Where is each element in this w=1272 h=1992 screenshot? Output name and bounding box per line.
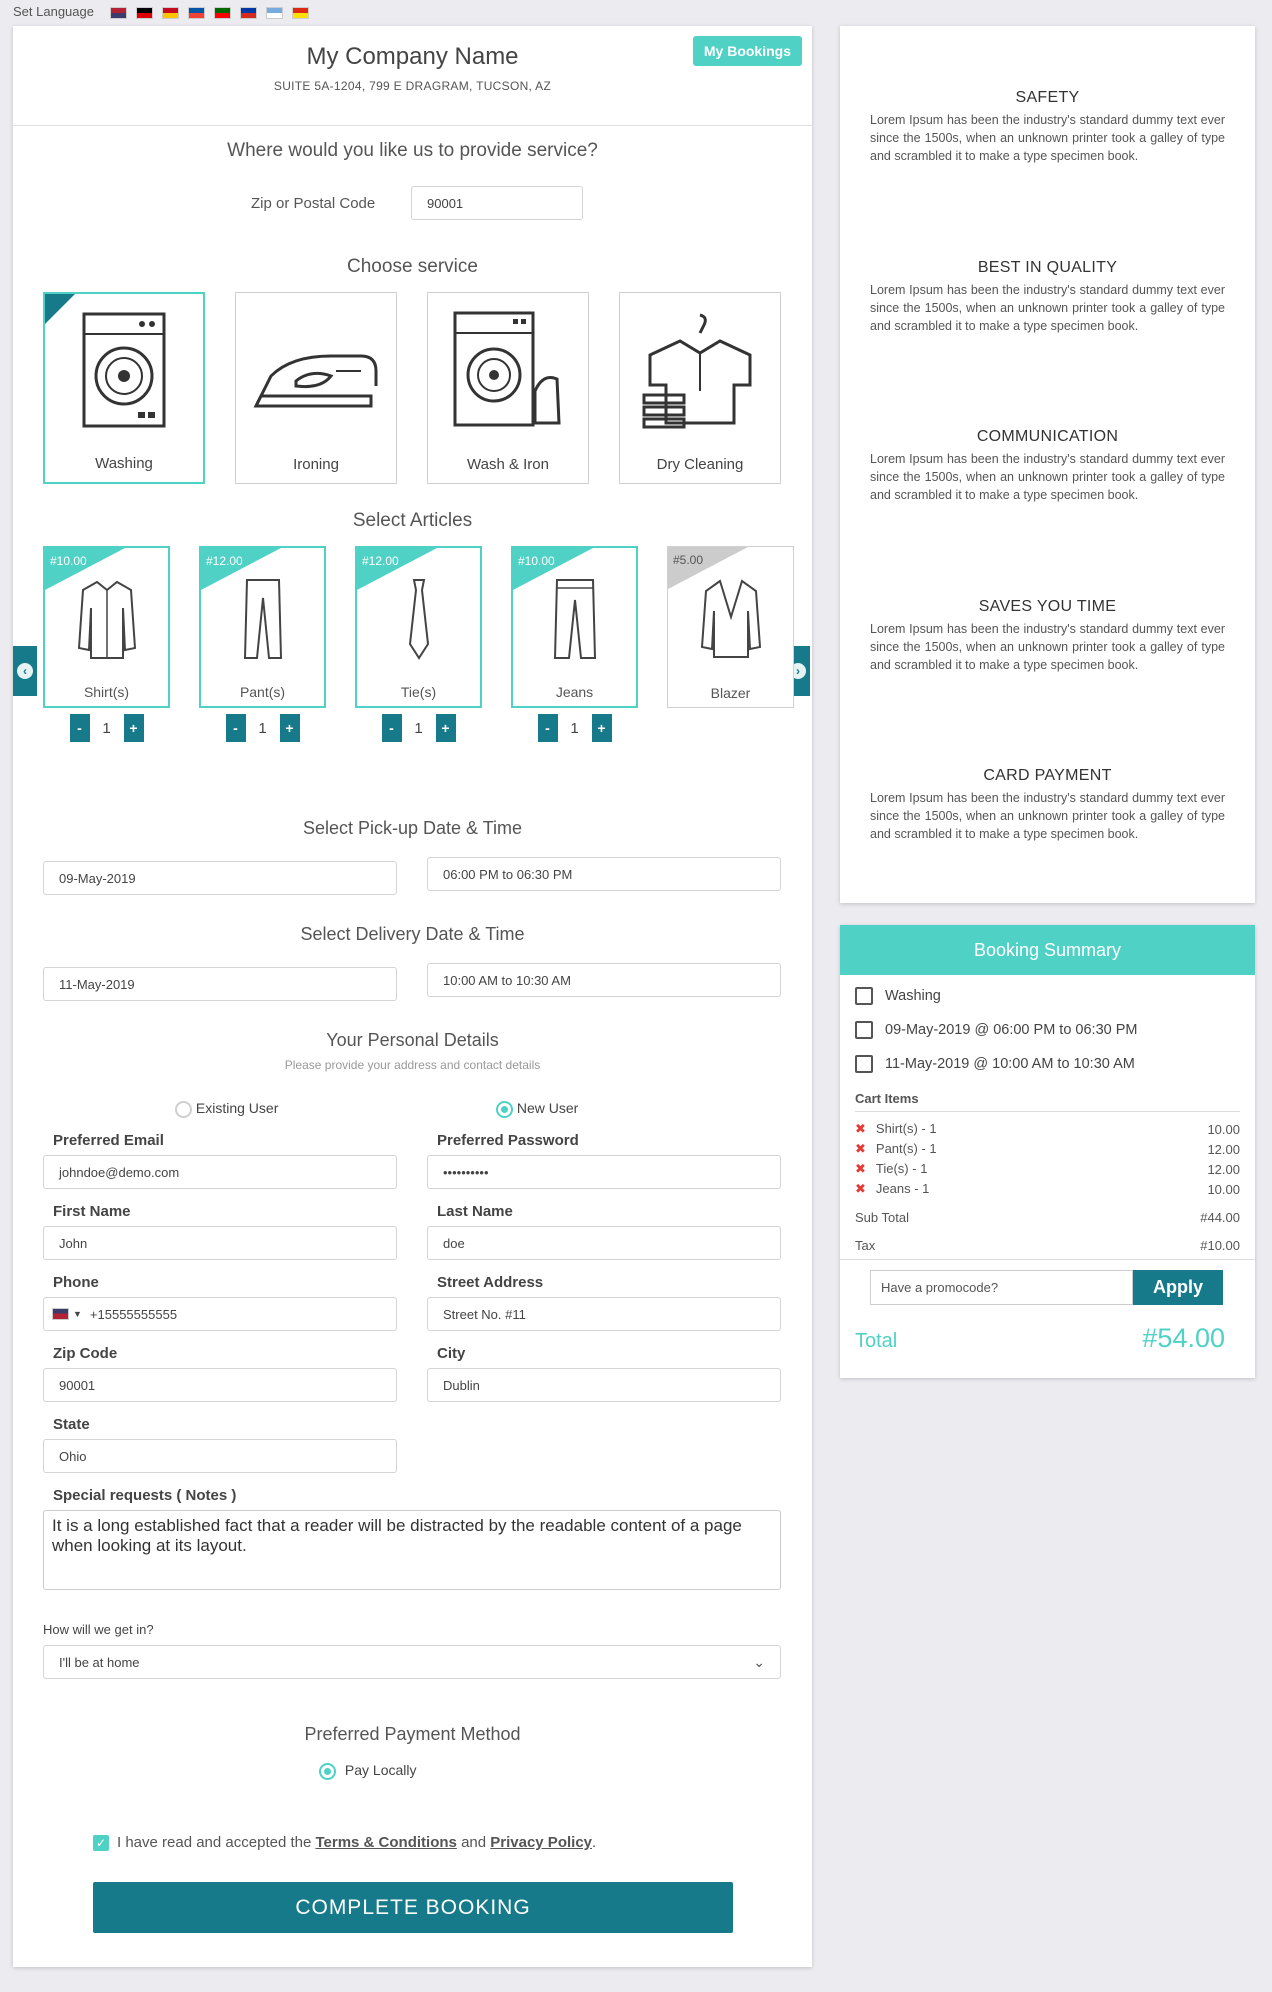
es-flag-icon[interactable] — [162, 7, 179, 19]
fr-flag-icon[interactable] — [188, 7, 205, 19]
promo-row — [870, 1270, 1223, 1305]
zip-code-label: Zip Code — [53, 1345, 118, 1362]
article-price: #12.00 — [362, 554, 399, 568]
get-in-select[interactable] — [43, 1645, 781, 1679]
feature-text: Lorem Ipsum has been the industry's standard dummy text ever since the 1500s, when an unknown printer took a galley of type and scrambled it to make a type specimen book. — [870, 283, 1225, 333]
email-label: Preferred Email — [53, 1132, 164, 1149]
cart-items-list — [855, 1119, 1240, 1199]
article-price: #12.00 — [206, 554, 243, 568]
summary-delivery: 11-May-2019 @ 10:00 AM to 10:30 AM — [885, 1056, 1135, 1072]
password-field[interactable]: •••••••••• — [427, 1155, 781, 1189]
state-label: State — [53, 1416, 90, 1433]
service-label: Washing — [95, 455, 153, 472]
cart-item — [855, 1179, 1240, 1199]
article-pant — [199, 546, 326, 742]
terms-checkbox[interactable]: ✓ — [93, 1835, 109, 1851]
article-jeans — [511, 546, 638, 742]
article-card[interactable] — [355, 546, 482, 708]
service-list — [43, 292, 781, 484]
state-field[interactable]: Ohio — [43, 1439, 397, 1473]
get-in-label: How will we get in? — [43, 1622, 154, 1637]
feature-communication — [870, 428, 1225, 504]
article-price: #10.00 — [518, 554, 555, 568]
increase-button[interactable]: + — [592, 714, 612, 742]
article-name: Shirt(s) — [83, 684, 130, 700]
decrease-button[interactable]: - — [538, 714, 558, 742]
cart-item-price: 12.00 — [1207, 1141, 1240, 1157]
article-card[interactable] — [199, 546, 326, 708]
iron-icon — [251, 311, 381, 421]
shirt-on-hanger-icon — [642, 311, 758, 431]
set-language-label: Set Language — [13, 4, 94, 19]
ru-flag-icon[interactable] — [240, 7, 257, 19]
location-title: Where would you like us to provide service? — [227, 140, 598, 161]
selected-corner-marker — [45, 294, 75, 324]
pickup-title: Select Pick-up Date & Time — [302, 818, 523, 838]
subtotal-row — [855, 1207, 1240, 1227]
pickup-date-input[interactable]: 09-May-2019 — [43, 861, 397, 895]
quantity-value[interactable]: 1 — [570, 719, 579, 737]
pickup-truck-icon — [855, 1055, 873, 1073]
article-price: #5.00 — [673, 553, 704, 567]
tax-label: Tax — [855, 1237, 876, 1253]
pants-icon — [243, 578, 283, 660]
cn-flag-icon[interactable] — [292, 7, 309, 19]
article-card[interactable] — [43, 546, 170, 708]
feature-title: SAFETY — [1015, 89, 1080, 106]
new-user-radio[interactable] — [496, 1100, 578, 1118]
subtotal-label: Sub Total — [855, 1209, 909, 1225]
tie-icon — [404, 578, 434, 660]
quantity-value[interactable]: 1 — [414, 719, 423, 737]
tax-row — [855, 1235, 1240, 1255]
cart-item-name: Pant(s) - 1 — [875, 1141, 937, 1156]
decrease-button[interactable]: - — [226, 714, 246, 742]
article-name: Tie(s) — [400, 684, 437, 700]
radio-circle-selected — [496, 1101, 513, 1118]
washing-machine-icon — [82, 312, 166, 428]
phone-label: Phone — [53, 1274, 99, 1291]
article-name: Pant(s) — [239, 684, 286, 700]
cart-item-price: 12.00 — [1207, 1161, 1240, 1177]
total-value: #54.00 — [1142, 1323, 1225, 1353]
summary-service: Washing — [885, 988, 941, 1004]
quantity-value[interactable]: 1 — [258, 719, 267, 737]
cart-item-price: 10.00 — [1207, 1121, 1240, 1137]
notes-label: Special requests ( Notes ) — [53, 1487, 237, 1504]
chevron-left-icon: ‹ — [17, 663, 33, 679]
article-card[interactable] — [667, 546, 794, 708]
feature-quality — [870, 259, 1225, 335]
zip-label: Zip or Postal Code — [251, 195, 376, 212]
decrease-button[interactable]: - — [70, 714, 90, 742]
quantity-stepper — [43, 714, 170, 742]
articles-prev-button[interactable] — [13, 646, 37, 696]
phone-field[interactable] — [43, 1297, 397, 1331]
remove-icon[interactable]: ✖ — [855, 1121, 866, 1136]
payment-title: Preferred Payment Method — [304, 1724, 521, 1744]
article-name: Blazer — [710, 685, 751, 701]
terms-text: I have read and accepted the — [117, 1834, 312, 1851]
booking-form-card — [13, 26, 812, 1967]
service-label: Dry Cleaning — [656, 456, 744, 473]
cart-item-name: Jeans - 1 — [875, 1181, 930, 1196]
apply-button[interactable]: Apply — [1133, 1270, 1223, 1305]
subtotal-value: #44.00 — [1200, 1209, 1240, 1225]
choose-service-title: Choose service — [347, 256, 478, 277]
last-name-label: Last Name — [437, 1203, 513, 1220]
summary-pickup: 09-May-2019 @ 06:00 PM to 06:30 PM — [885, 1022, 1138, 1038]
delivery-time-select[interactable]: 10:00 AM to 10:30 AM — [427, 963, 781, 997]
total-label: Total — [855, 1330, 898, 1352]
washing-machine-icon — [855, 987, 873, 1005]
zip-code-field[interactable]: 90001 — [43, 1368, 397, 1402]
pay-locally-radio[interactable] — [319, 1762, 416, 1780]
chevron-down-icon: ⌄ — [753, 1653, 765, 1670]
service-label: Wash & Iron — [467, 456, 549, 473]
service-label: Ironing — [293, 456, 339, 473]
shirt-icon — [77, 578, 137, 660]
jeans-icon — [553, 578, 597, 660]
article-list — [43, 546, 799, 742]
summary-pickup-row — [855, 1021, 1138, 1039]
feature-text: Lorem Ipsum has been the industry's standard dummy text ever since the 1500s, when an unknown printer took a galley of type and scrambled it to make a type specimen book. — [870, 113, 1225, 163]
flag-list — [110, 7, 309, 19]
cart-item — [855, 1159, 1240, 1179]
existing-user-radio[interactable] — [175, 1100, 278, 1118]
city-field[interactable]: Dublin — [427, 1368, 781, 1402]
article-card[interactable] — [511, 546, 638, 708]
cart-item-name: Shirt(s) - 1 — [875, 1121, 937, 1136]
privacy-link[interactable]: Privacy Policy — [490, 1834, 592, 1851]
feature-card-payment — [870, 767, 1225, 843]
service-wash-iron[interactable] — [427, 292, 589, 484]
us-flag-icon[interactable] — [110, 7, 127, 19]
ar-flag-icon[interactable] — [266, 7, 283, 19]
delivery-date-input[interactable]: 11-May-2019 — [43, 967, 397, 1001]
increase-button[interactable]: + — [280, 714, 300, 742]
existing-user-label: Existing User — [195, 1100, 279, 1116]
us-flag-icon[interactable] — [52, 1308, 69, 1320]
quantity-stepper — [355, 714, 482, 742]
radio-circle-selected — [319, 1763, 336, 1780]
remove-icon[interactable]: ✖ — [855, 1161, 866, 1176]
personal-details-subtitle: Please provide your address and contact details — [284, 1058, 541, 1072]
washer-and-iron-icon — [453, 311, 563, 427]
email-field[interactable]: johndoe@demo.com — [43, 1155, 397, 1189]
company-address: SUITE 5A-1204, 799 E DRAGRAM, TUCSON, AZ — [273, 79, 552, 93]
terms-row — [93, 1834, 596, 1851]
password-label: Preferred Password — [437, 1132, 579, 1149]
pay-locally-label: Pay Locally — [344, 1762, 417, 1778]
booking-summary-card — [840, 925, 1255, 1378]
personal-details-title: Your Personal Details — [326, 1030, 499, 1050]
tax-value: #10.00 — [1200, 1237, 1240, 1253]
summary-service-row — [855, 987, 941, 1005]
de-flag-icon[interactable] — [136, 7, 153, 19]
street-field[interactable]: Street No. #11 — [427, 1297, 781, 1331]
remove-icon[interactable]: ✖ — [855, 1141, 866, 1156]
service-ironing[interactable] — [235, 292, 397, 484]
feature-title: BEST IN QUALITY — [977, 259, 1118, 276]
feature-title: CARD PAYMENT — [983, 767, 1112, 784]
last-name-field[interactable]: doe — [427, 1226, 781, 1260]
summary-delivery-row — [855, 1055, 1135, 1073]
street-label: Street Address — [437, 1274, 544, 1291]
feature-text: Lorem Ipsum has been the industry's standard dummy text ever since the 1500s, when an unknown printer took a galley of type and scrambled it to make a type specimen book. — [870, 791, 1225, 841]
article-blazer — [667, 546, 794, 742]
features-card — [840, 26, 1255, 903]
remove-icon[interactable]: ✖ — [855, 1181, 866, 1196]
decrease-button[interactable]: - — [382, 714, 402, 742]
cart-item-price: 10.00 — [1207, 1181, 1240, 1197]
cart-items-title: Cart Items — [855, 1091, 919, 1106]
first-name-label: First Name — [53, 1203, 131, 1220]
quantity-value[interactable]: 1 — [102, 719, 111, 737]
first-name-field[interactable]: John — [43, 1226, 397, 1260]
pickup-time-select[interactable]: 06:00 PM to 06:30 PM — [427, 857, 781, 891]
cart-item — [855, 1119, 1240, 1139]
terms-period: . — [592, 1834, 597, 1851]
feature-text: Lorem Ipsum has been the industry's standard dummy text ever since the 1500s, when an unknown printer took a galley of type and scrambled it to make a type specimen book. — [870, 452, 1225, 502]
city-label: City — [437, 1345, 466, 1362]
company-name: My Company Name — [306, 43, 519, 70]
delivery-title: Select Delivery Date & Time — [300, 924, 525, 944]
service-dry-cleaning[interactable] — [619, 292, 781, 484]
delivery-truck-icon — [855, 1021, 873, 1039]
get-in-value: I'll be at home — [59, 1654, 140, 1670]
increase-button[interactable]: + — [124, 714, 144, 742]
chevron-down-icon[interactable]: ▼ — [73, 1309, 82, 1319]
language-bar — [0, 0, 1272, 24]
article-name: Jeans — [555, 684, 594, 700]
cart-item-name: Tie(s) - 1 — [875, 1161, 928, 1176]
radio-circle — [175, 1101, 192, 1118]
my-bookings-button[interactable]: My Bookings — [693, 36, 802, 66]
phone-value: +15555555555 — [89, 1306, 178, 1322]
divider — [855, 1111, 1240, 1112]
booking-summary-title: Booking Summary — [840, 925, 1255, 975]
feature-safety — [870, 89, 1225, 165]
complete-booking-button[interactable]: COMPLETE BOOKING — [93, 1882, 733, 1933]
article-tie — [355, 546, 482, 742]
feature-saves-time — [870, 598, 1225, 674]
zip-input[interactable]: 90001 — [411, 186, 583, 220]
article-shirt — [43, 546, 170, 742]
cart-item — [855, 1139, 1240, 1159]
quantity-stepper — [199, 714, 326, 742]
terms-link[interactable]: Terms & Conditions — [315, 1834, 457, 1851]
pt-flag-icon[interactable] — [214, 7, 231, 19]
feature-title: COMMUNICATION — [976, 428, 1119, 445]
increase-button[interactable]: + — [436, 714, 456, 742]
terms-and: and — [461, 1834, 487, 1851]
select-articles-title: Select Articles — [352, 510, 473, 531]
feature-text: Lorem Ipsum has been the industry's standard dummy text ever since the 1500s, when an unknown printer took a galley of type and scrambled it to make a type specimen book. — [870, 622, 1225, 672]
article-price: #10.00 — [50, 554, 87, 568]
chevron-right-icon: › — [790, 663, 806, 679]
service-washing[interactable] — [43, 292, 205, 484]
notes-textarea[interactable]: It is a long established fact that a reader will be distracted by the readable content of a page when looking at its layout. — [43, 1510, 781, 1590]
feature-title: SAVES YOU TIME — [978, 598, 1117, 615]
blazer-icon — [700, 577, 762, 659]
new-user-label: New User — [516, 1100, 579, 1116]
divider — [840, 1259, 1255, 1260]
promo-input[interactable]: Have a promocode? — [870, 1270, 1133, 1305]
quantity-stepper — [511, 714, 638, 742]
